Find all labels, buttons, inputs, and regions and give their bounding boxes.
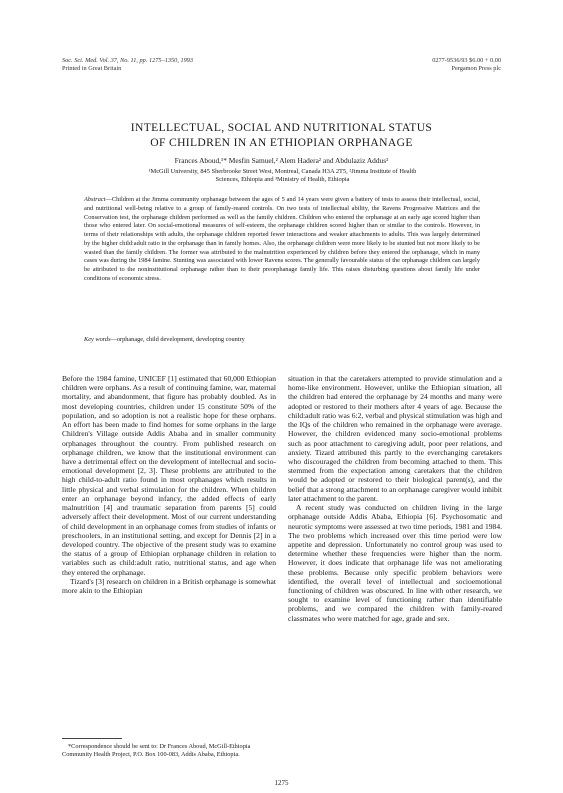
body-paragraph: A recent study was conducted on children living in the large orphanage outside Addis Ababa, Ethiopia [6]. Psychosomatic and neurotic symptoms were assessed at two time periods, 1981 and 1984. The two problems which increased over this time period were low appetite and depression. Unfortunately no control group was used to determine whether these frequencies were higher than the norm. However, it does indicate that orphanage life was not ameliorating these problems. Because only specific problem behaviors were identified, the overall level of intellectual and socioemotional functioning of children was obscured. In line with other research, we sought to examine level of functioning rather than identifiable problems, and we compared the children with family-reared classmates who were matched for age, grade and sex.: [288, 503, 502, 623]
page-number: 1275: [274, 779, 289, 787]
keywords-label: Key words: [84, 336, 111, 343]
journal-price: [432, 57, 501, 73]
paper-title: [0, 121, 563, 150]
keywords-text: —orphanage, child development, developing country: [110, 336, 245, 343]
journal-citation-line2: Printed in Great Britain: [62, 65, 122, 72]
body-paragraph: Before the 1984 famine, UNICEF [1] estimated that 60,000 Ethiopian children were orphans. As a result of continuing famine, war, maternal mortality, and abandonment, that figure has probably doubled. As in most developing countries, children under 15 constitute 50% of the population, and so adoption is not a realistic hope for these orphans. An effort has been made to find homes for some orphans in the large Children's Village outside Addis Ababa and in smaller community orphanages throughout the country. From published research on orphanage children, we know that the institutional environment can have a detrimental effect on the development of intellectual and socio-emotional development [2, 3]. These problems are attributed to the high child-to-adult ratio found in most orphanages which results in little physical and verbal stimulation for the children. When children enter an orphanage beyond infancy, the added effects of early malnutrition [4] and traumatic separation from parents [5] could adversely affect their development. Most of our current understanding of child development in an orphanage comes from studies of infants or preschoolers, in an institutional setting, and except for Dennis [2] in a developed country. The objective of the present study was to examine the status of a group of Ethiopian orphanage children in relation to variables such as child:adult ratio, nutritional status, and age when they entered the orphanage.: [62, 374, 276, 577]
keywords: [84, 336, 480, 344]
journal-price-line2: Pergamon Press plc: [451, 65, 501, 72]
journal-price-line1: 0277-9536/93 $6.00 + 0.00: [432, 57, 501, 64]
affiliations-line1: ¹McGill University, 845 Sherbrooke Street West, Montreal, Canada H3A 2T5, ²Jimma Institute of Health: [148, 168, 417, 175]
affiliations: [90, 168, 475, 184]
journal-citation-line1: Soc. Sci. Med. Vol. 37, No. 11, pp. 1275–1350, 1993: [62, 57, 194, 64]
body-column-left: [62, 374, 276, 595]
abstract-label: Abstract: [84, 196, 106, 203]
journal-citation: [62, 57, 193, 73]
paper-title-line2: OF CHILDREN IN AN ETHIOPIAN ORPHANAGE: [150, 135, 413, 149]
author-list: Frances Aboud,¹* Mesfin Samuel,² Alem Hadera² and Abdulaziz Addus²: [174, 156, 389, 165]
body-column-right: [288, 374, 502, 623]
correspondence-footnote: *Correspondence should be sent to: Dr Frances Aboud, McGill-Ethiopia Community Health Project, P.O. Box 100-083, Addis Ababa, Ethiopia.: [62, 743, 251, 758]
footnote-rule: [62, 738, 122, 739]
body-paragraph: Tizard's [3] research on children in a British orphanage is somewhat more akin to the Ethiopian: [62, 576, 276, 596]
body-paragraph: situation in that the caretakers attempted to provide stimulation and a home-like environment. However, unlike the Ethiopian situation, all the children had entered the orphanage by 24 months and many were adopted or restored to their mothers after 4 years of age. Because the child:adult ratio was 6:2, verbal and physical stimulation was high and the IQs of the children who remained in the orphanage were average. However, the children evidenced many socio-emotional problems such as poor attachment to caregiving adult, poor peer relations, and anxiety. Tizard attributed this partly to the everchanging caretakers who discouraged the children from becoming attached to them. This stemmed from the expectation among caretakers that the children would be adopted or restored to their biological parent(s), and the belief that a strong attachment to an orphanage caregiver would inhibit later attachment to the parent.: [288, 374, 502, 503]
paper-title-line1: INTELLECTUAL, SOCIAL AND NUTRITIONAL STATUS: [130, 121, 433, 134]
abstract: [84, 196, 480, 284]
affiliations-line2: Sciences, Ethiopia and ³Ministry of Health, Ethiopia: [215, 176, 350, 184]
abstract-text: —Children at the Jimma community orphanage between the ages of 5 and 14 years were given a battery of tests to assess their intellectual, social, and nutritional well-being relative to a group of family-reared controls. On two tests of intellectual ability, the Ravens Progressive Matrices and the Conservation test, the orphanage children performed as well as the family children. Children who entered the orphanage at an early age scored higher than those who entered later. On social-emotional measures of self-esteem, the orphanage children scored higher than or similar to the controls. However, in terms of their relationships with adults, the orphanage children reported fewer interactions and weaker attachments to adults. This was largely determined by the higher child:adult ratio in the orphanage than in family homes. Also, the orphanage children were more likely to be stunted but not more likely to be wasted than the family children. The former was attributed to the malnutrition experienced by children before they entered the orphanage, which in many cases was during the 1984 famine. Stunting was associated with lower Ravens scores. The generally favourable status of the orphanage children can largely be attributed to the noninstitutional orphanage rather than to their preorphanage family life. This raises disturbing questions about family life under conditions of economic stress.: [84, 196, 480, 282]
